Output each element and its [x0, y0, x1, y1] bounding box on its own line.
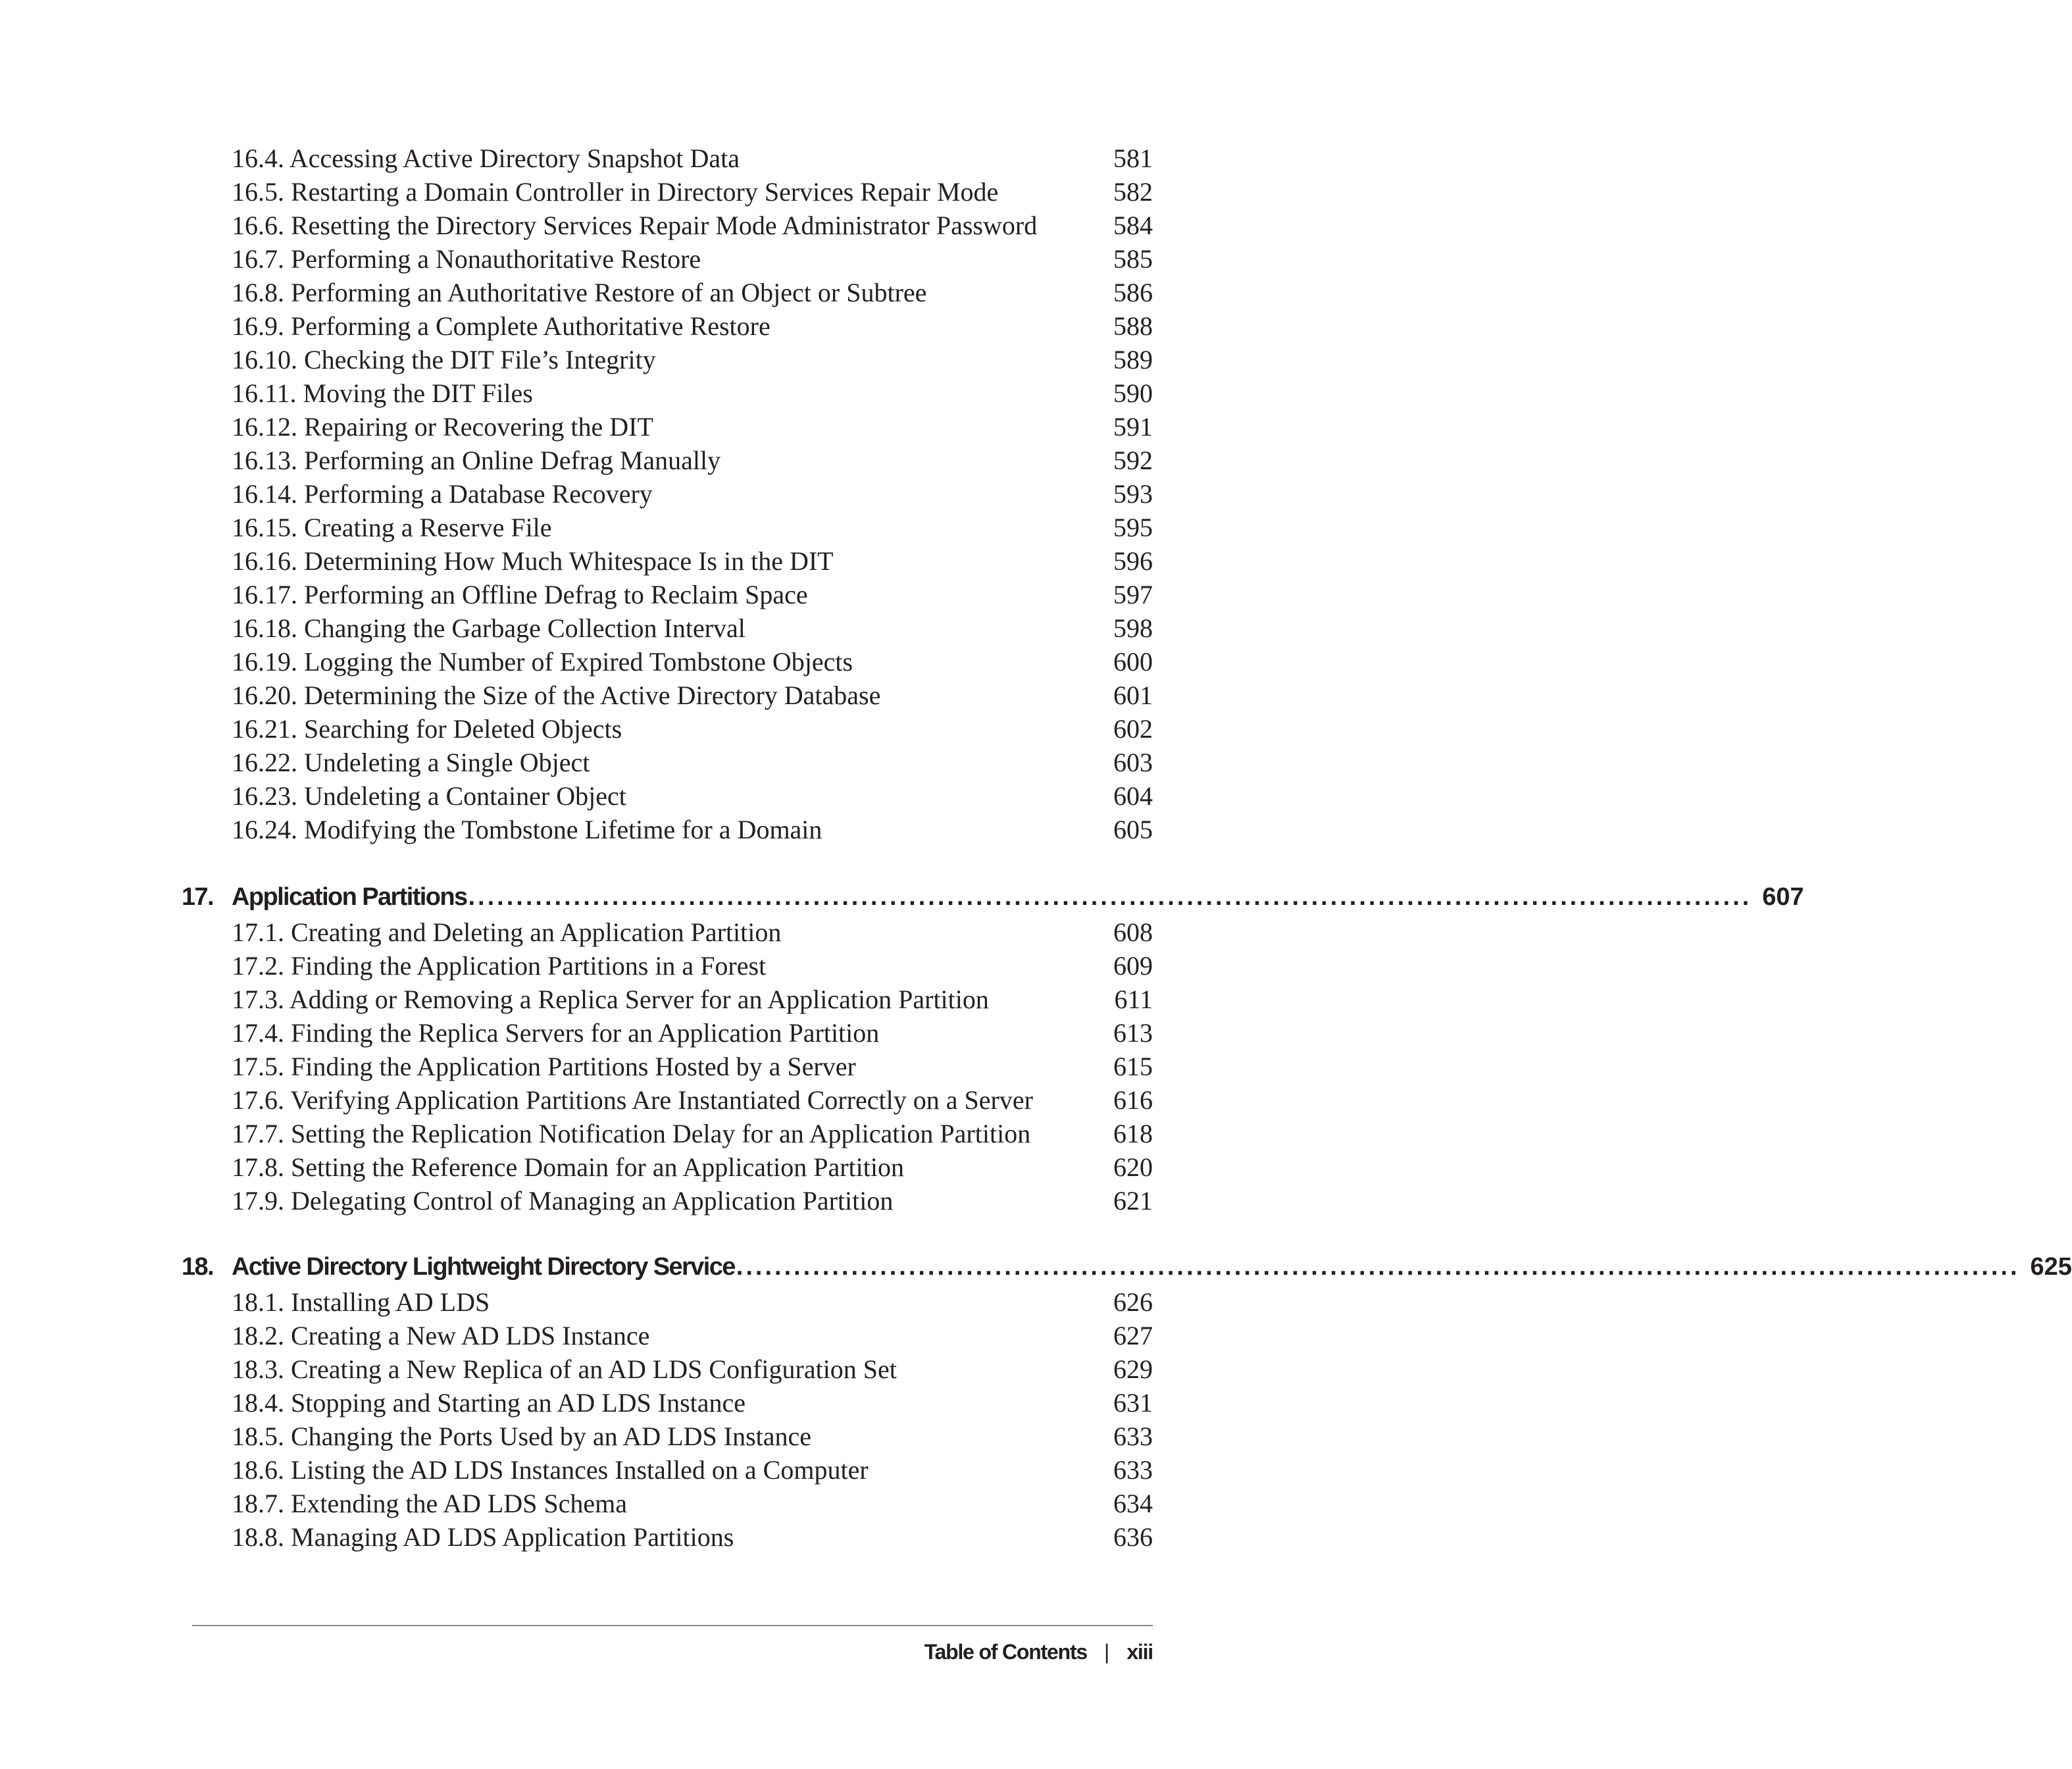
toc-entry[interactable]: [232, 1386, 1153, 1420]
chapter-page: 607: [1762, 883, 1804, 911]
toc-entry-title: 16.18. Changing the Garbage Collection Interval: [232, 613, 745, 643]
toc-entry-page: 589: [1113, 345, 1153, 374]
toc-entry-page: 596: [1113, 546, 1153, 576]
toc-entry[interactable]: [232, 276, 1153, 309]
toc-entry-page: 604: [1113, 781, 1153, 811]
toc-entry-title: 17.9. Delegating Control of Managing an Application Partition: [232, 1186, 894, 1216]
toc-entry-title: 16.10. Checking the DIT File’s Integrity: [232, 345, 656, 374]
toc-entry-page: 592: [1113, 446, 1153, 475]
toc-entry-title: 16.21. Searching for Deleted Objects: [232, 714, 622, 744]
footer-label: Table of Contents: [924, 1640, 1088, 1664]
toc-chapter-heading[interactable]: [182, 877, 1804, 917]
toc-entry-page: 603: [1113, 748, 1153, 777]
toc-entry[interactable]: [232, 712, 1153, 746]
chapter-title: Active Directory Lightweight Directory Service: [232, 1253, 735, 1281]
toc-entry[interactable]: [232, 949, 1153, 983]
toc-entry[interactable]: [232, 983, 1153, 1016]
toc-entry-page: 609: [1113, 951, 1153, 981]
toc-entry[interactable]: [232, 1150, 1153, 1184]
toc-entry[interactable]: [232, 544, 1153, 578]
toc-entry-page: 590: [1113, 378, 1153, 408]
toc-entry-title: 17.3. Adding or Removing a Replica Server for an Application Partition: [232, 985, 989, 1014]
toc-entry[interactable]: [232, 645, 1153, 679]
chapter-title: Application Partitions: [232, 883, 467, 911]
toc-entry-page: 631: [1113, 1388, 1153, 1418]
toc-entry-title: 18.5. Changing the Ports Used by an AD LDS Instance: [232, 1422, 812, 1451]
toc-entry-title: 16.13. Performing an Online Defrag Manually: [232, 446, 721, 475]
toc-chapter-heading[interactable]: [182, 1247, 2072, 1287]
toc-entry-page: 584: [1113, 211, 1153, 240]
toc-entry-title: 17.8. Setting the Reference Domain for an Application Partition: [232, 1152, 904, 1182]
toc-entry-page: 634: [1113, 1489, 1153, 1518]
toc-entry-page: 613: [1113, 1018, 1153, 1048]
chapter-page: 625: [2030, 1253, 2072, 1281]
toc-entry-page: 618: [1113, 1119, 1153, 1148]
toc-entry-page: 588: [1113, 311, 1153, 341]
toc-entry-title: 16.4. Accessing Active Directory Snapshot Data: [232, 143, 740, 173]
toc-entry-title: 18.6. Listing the AD LDS Instances Installed on a Computer: [232, 1455, 869, 1485]
toc-entry-title: 18.8. Managing AD LDS Application Partitions: [232, 1522, 734, 1552]
toc-entry[interactable]: [232, 578, 1153, 611]
toc-entry-title: 17.5. Finding the Application Partitions Hosted by a Server: [232, 1052, 856, 1081]
toc-entry-title: 16.7. Performing a Nonauthoritative Restore: [232, 244, 701, 274]
toc-entry-title: 16.17. Performing an Offline Defrag to Reclaim Space: [232, 580, 808, 609]
toc-entry-title: 17.2. Finding the Application Partitions in a Forest: [232, 951, 767, 981]
toc-entry[interactable]: [232, 376, 1153, 410]
dot-leader: ......................................................................................................................................: [468, 883, 1752, 911]
toc-entry[interactable]: [232, 779, 1153, 813]
toc-entry[interactable]: [232, 1117, 1153, 1150]
toc-entry[interactable]: [232, 1285, 1153, 1319]
toc-entry-page: 629: [1113, 1354, 1153, 1384]
toc-entry-title: 16.16. Determining How Much Whitespace Is in the DIT: [232, 546, 834, 576]
toc-entry[interactable]: [232, 1453, 1153, 1487]
toc-entry-page: 593: [1113, 479, 1153, 509]
toc-entry[interactable]: [232, 746, 1153, 779]
toc-entry[interactable]: [232, 444, 1153, 477]
footer-page-number: xiii: [1126, 1640, 1153, 1664]
toc-entry[interactable]: [232, 1352, 1153, 1386]
toc-entry-page: 586: [1113, 278, 1153, 307]
toc-entry-page: 598: [1113, 613, 1153, 643]
toc-entry[interactable]: [232, 141, 1153, 175]
dot-leader: ......................................................................................................................................: [736, 1253, 2020, 1281]
toc-entry-page: 601: [1113, 680, 1153, 710]
toc-entry-title: 18.7. Extending the AD LDS Schema: [232, 1489, 628, 1518]
toc-entry-page: 581: [1113, 143, 1153, 173]
toc-entry-title: 16.8. Performing an Authoritative Restore of an Object or Subtree: [232, 278, 927, 307]
toc-entry-title: 16.22. Undeleting a Single Object: [232, 748, 590, 777]
toc-entry-title: 16.15. Creating a Reserve File: [232, 513, 552, 542]
toc-entry[interactable]: [232, 813, 1153, 846]
toc-entry-title: 17.4. Finding the Replica Servers for an Application Partition: [232, 1018, 880, 1048]
toc-entry-title: 16.23. Undeleting a Container Object: [232, 781, 626, 811]
footer-rule: [192, 1625, 1153, 1626]
toc-entry-page: 626: [1113, 1287, 1153, 1317]
toc-entry[interactable]: [232, 242, 1153, 276]
toc-entry-title: 16.11. Moving the DIT Files: [232, 378, 533, 408]
toc-entry-title: 16.24. Modifying the Tombstone Lifetime for a Domain: [232, 815, 822, 844]
toc-entry[interactable]: [232, 343, 1153, 376]
toc-entry[interactable]: [232, 1420, 1153, 1453]
toc-entry[interactable]: [232, 309, 1153, 343]
toc-entry[interactable]: [232, 410, 1153, 444]
toc-entry-page: 595: [1113, 513, 1153, 542]
toc-entry-page: 615: [1113, 1052, 1153, 1081]
toc-entry[interactable]: [232, 1083, 1153, 1117]
toc-entry-page: 621: [1113, 1186, 1153, 1216]
toc-entry[interactable]: [232, 915, 1153, 949]
toc-entry-title: 16.19. Logging the Number of Expired Tombstone Objects: [232, 647, 853, 677]
toc-entry-title: 18.2. Creating a New AD LDS Instance: [232, 1321, 650, 1350]
toc-entry-title: 16.14. Performing a Database Recovery: [232, 479, 653, 509]
toc-entry[interactable]: [232, 477, 1153, 511]
toc-entry-page: 633: [1113, 1422, 1153, 1451]
toc-entry-page: 585: [1113, 244, 1153, 274]
toc-entry-title: 16.5. Restarting a Domain Controller in Directory Services Repair Mode: [232, 177, 999, 207]
toc-entry-page: 627: [1113, 1321, 1153, 1350]
chapter-number: 18.: [182, 1253, 214, 1281]
toc-entry[interactable]: [232, 209, 1153, 242]
toc-entry[interactable]: [232, 1487, 1153, 1520]
toc-entry[interactable]: [232, 679, 1153, 712]
toc-entry-title: 16.6. Resetting the Directory Services Repair Mode Administrator Password: [232, 211, 1038, 240]
toc-entry-title: 16.20. Determining the Size of the Active Directory Database: [232, 680, 881, 710]
toc-entry[interactable]: [232, 175, 1153, 209]
toc-entry[interactable]: [232, 1016, 1153, 1050]
toc-entry-page: 620: [1113, 1152, 1153, 1182]
toc-entry-page: 633: [1113, 1455, 1153, 1485]
toc-entry-page: 608: [1113, 917, 1153, 947]
toc-entry[interactable]: [232, 1050, 1153, 1083]
toc-entry-page: 605: [1113, 815, 1153, 844]
toc-entry-title: 17.1. Creating and Deleting an Application Partition: [232, 917, 782, 947]
toc-entry-page: 591: [1113, 412, 1153, 442]
toc-entry[interactable]: [232, 1184, 1153, 1218]
toc-entry-page: 636: [1113, 1522, 1153, 1552]
toc-entry-title: 16.12. Repairing or Recovering the DIT: [232, 412, 653, 442]
toc-entry-page: 600: [1113, 647, 1153, 677]
toc-entry[interactable]: [232, 511, 1153, 544]
toc-entry-title: 16.9. Performing a Complete Authoritative Restore: [232, 311, 771, 341]
toc-entry-title: 18.3. Creating a New Replica of an AD LDS Configuration Set: [232, 1354, 897, 1384]
toc-entry[interactable]: [232, 611, 1153, 645]
toc-entry-page: 611: [1114, 985, 1153, 1014]
chapter-number: 17.: [182, 883, 214, 911]
footer-separator: |: [1104, 1640, 1110, 1664]
toc-entry-title: 17.6. Verifying Application Partitions Are Instantiated Correctly on a Server: [232, 1085, 1033, 1115]
toc-entry-title: 18.1. Installing AD LDS: [232, 1287, 490, 1317]
toc-entry[interactable]: [232, 1319, 1153, 1352]
toc-entry-page: 616: [1113, 1085, 1153, 1115]
toc-entry-page: 582: [1113, 177, 1153, 207]
toc-entry-page: 602: [1113, 714, 1153, 744]
toc-entry-title: 17.7. Setting the Replication Notification Delay for an Application Partition: [232, 1119, 1031, 1148]
toc-entry[interactable]: [232, 1520, 1153, 1554]
toc-entry-title: 18.4. Stopping and Starting an AD LDS Instance: [232, 1388, 746, 1418]
toc-entry-page: 597: [1113, 580, 1153, 609]
page-footer: [724, 1632, 1153, 1672]
